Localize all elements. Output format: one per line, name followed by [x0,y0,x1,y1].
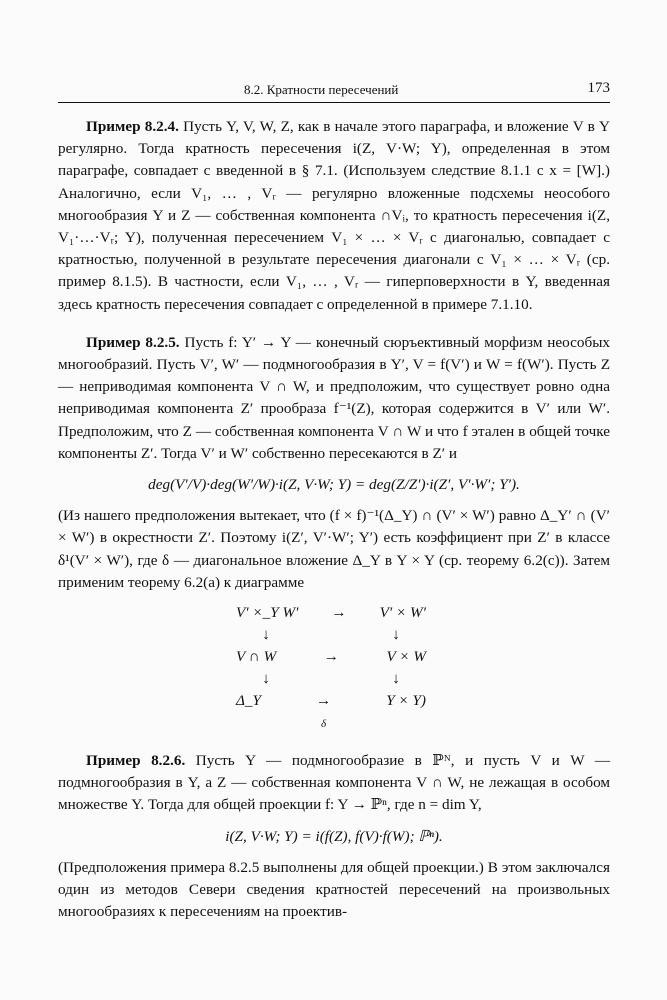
diagram-node: V′ × W′ [379,604,426,622]
closing-paragraph: (Предположения примера 8.2.5 выполнены для общей проекции.) В этом заключался один из методов Севери сведения кратностей пересечений на произвольных многообразиях к пересечениям на проектив- [58,858,610,921]
diagram-node: Δ_Y [236,692,261,710]
example-8-2-6 [58,750,610,817]
diagram-arrow-label: δ [321,718,327,731]
example-text: Пусть Y, V, W, Z, как в начале этого параграфа, и вложение V в Y регулярно. Тогда кратность пересечения i(Z, V·W; Y), определенная в этом параграфе, совпадает с введенной в § 7.1. (Используем следствие 8.1.1 с x = [W].) Аналогично, если V₁, … , Vᵣ — регулярно вложенные подсхемы неособого многообразия Y и Z — собственная компонента ∩Vᵢ, то кратность пересечения i(Z, V₁·…·Vᵣ; Y), полученная пересечением V₁ × … × Vᵣ с диагональю, совпадает с кратностью, полученной в результате пересечения диагонали с V₁ × … × Vᵣ (ср. пример 8.1.5). В частности, если V₁, … , Vᵣ — гиперповерхности в Y, введенная здесь кратность пересечения совпадает с определенной в примере 7.1.10. [58,118,611,313]
diagram-node: V′ ×_Y W′ [236,604,299,622]
diagram-row [236,646,426,668]
running-header [58,78,610,102]
example-label: Пример 8.2.4. [86,118,179,135]
proof-paragraph: (Из нашего предположения вытекает, что (f × f)⁻¹(Δ_Y) ∩ (V′ × W′) равно Δ_Y′ ∩ (V′ × W′) в окрестности Z′. Поэтому i(Z′, V′·W′; Y′) есть коэффициент при Z′ в классе δ¹(V′ × W′), где δ — диагональное вложение Δ_Y в Y × Y (ср. теорему 6.2(c)). Затем применим теорему 6.2(a) к диаграмме [58,507,610,591]
diagram-row [236,602,426,624]
equation-projection: i(Z, V·W; Y) = i(f(Z), f(V)·f(W); ℙⁿ). [225,827,443,845]
example-8-2-5 [58,332,610,465]
page-body [58,116,610,923]
diagram-node: Y × Y) [386,692,426,710]
example-text: Пусть f: Y′ → Y — конечный сюръективный морфизм неособых многообразий. Пусть V′, W′ — подмногообразия в Y′, V = f(V′) и W = f(W′). Пусть Z — неприводимая компонента V ∩ W, и предположим, что существует ровно одна неприводимая компонента Z′ прообраза f⁻¹(Z), которая содержится в V′ или W′. Предположим, что Z — собственная компонента V ∩ W и что f этален в общей точке компоненты Z′. Тогда V′ и W′ собственно пересекаются в Z′ и [58,333,611,462]
diagram-arrow: → [331,604,347,622]
equation-degree: deg(V′/V)·deg(W′/W)·i(Z, V·W; Y) = deg(Z/Z′)·i(Z′, V′·W′; Y′). [148,476,520,494]
commutative-diagram [236,602,426,734]
example-label: Пример 8.2.5. [86,333,180,351]
diagram-arrow: → [323,648,339,666]
example-text: Пусть Y — подмногообразие в ℙᴺ, и пусть V и W — подмногообразия в Y, а Z — собственная компонента V ∩ W, не лежащая в особом множестве Y. Тогда для общей проекции f: Y → ℙⁿ, где n = dim Y, [58,752,611,814]
example-label: Пример 8.2.6. [86,752,186,770]
diagram-arrow [316,690,331,734]
example-8-2-4 [58,116,610,316]
diagram-arrow: ↓ [392,626,400,644]
diagram-arrow: ↓ [392,670,400,688]
diagram-arrow-symbol: → [315,692,332,710]
page-number: 173 [587,80,610,96]
diagram-row [236,668,426,690]
diagram-node: V × W [386,648,426,666]
running-title: 8.2. Кратности пересечений [244,82,399,97]
diagram-row [236,690,426,734]
diagram-row [236,624,426,646]
diagram-arrow: ↓ [262,670,270,688]
header-rule [58,102,610,103]
diagram-arrow: ↓ [262,626,270,644]
diagram-node: V ∩ W [236,648,277,666]
